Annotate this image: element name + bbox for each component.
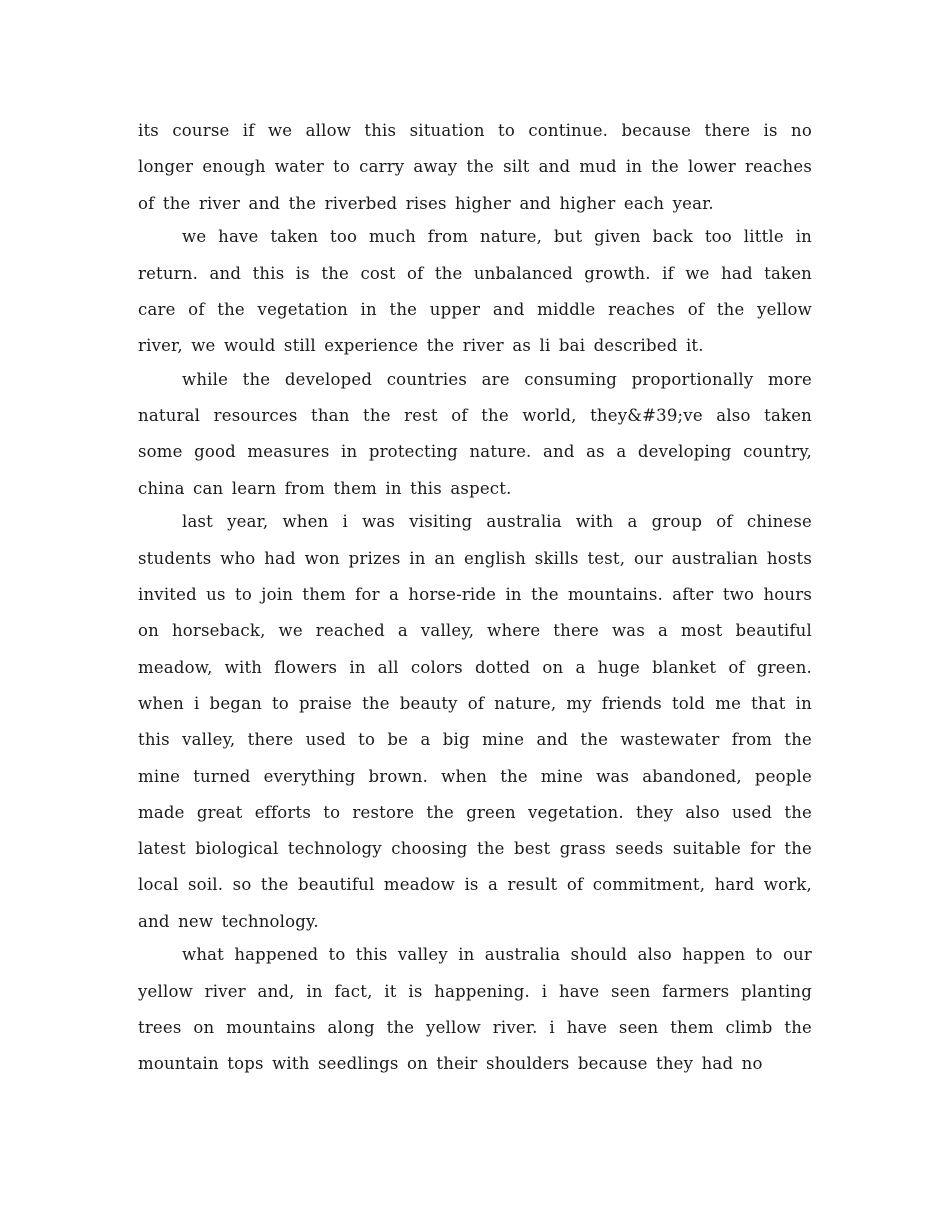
paragraph-4: last year, when i was visiting australia with a group of chinese students who had won prizes in an english skills test, our australian hosts invited us to join them for a horse-ride in the mountains. after two hours on horseback, we reached a valley, where there was a most beautiful meadow, with flowers in all colors dotted on a huge blanket of green. when i began to praise the beauty of nature, my friends told me that in this valley, there used to be a big mine and the wastewater from the mine turned everything brown. when the mine was abandoned, people made great efforts to restore the green vegetation. they also used the latest biological technology choosing the best grass seeds suitable for the local soil. so the beautiful meadow is a result of commitment, hard work, and new technology. (138, 512, 812, 931)
paragraph-1: its course if we allow this situation to continue. because there is no longer enough water to carry away the silt and mud in the lower reaches of the river and the riverbed rises higher and higher each year. (138, 121, 812, 213)
paragraph-5: what happened to this valley in australia should also happen to our yellow river and, in fact, it is happening. i have seen farmers planting trees on mountains along the yellow river. i have seen them climb the mountain tops with seedlings on their shoulders because they had no (138, 945, 812, 1074)
paragraph-2: we have taken too much from nature, but given back too little in return. and this is the cost of the unbalanced growth. if we had taken care of the vegetation in the upper and middle reaches of the yellow river, we would still experience the river as li bai described it. (138, 227, 812, 356)
document-body (138, 113, 812, 1080)
paragraph-3: while the developed countries are consuming proportionally more natural resources than the rest of the world, they&#39;ve also taken some good measures in protecting nature. and as a developing country, china can learn from them in this aspect. (138, 369, 812, 498)
